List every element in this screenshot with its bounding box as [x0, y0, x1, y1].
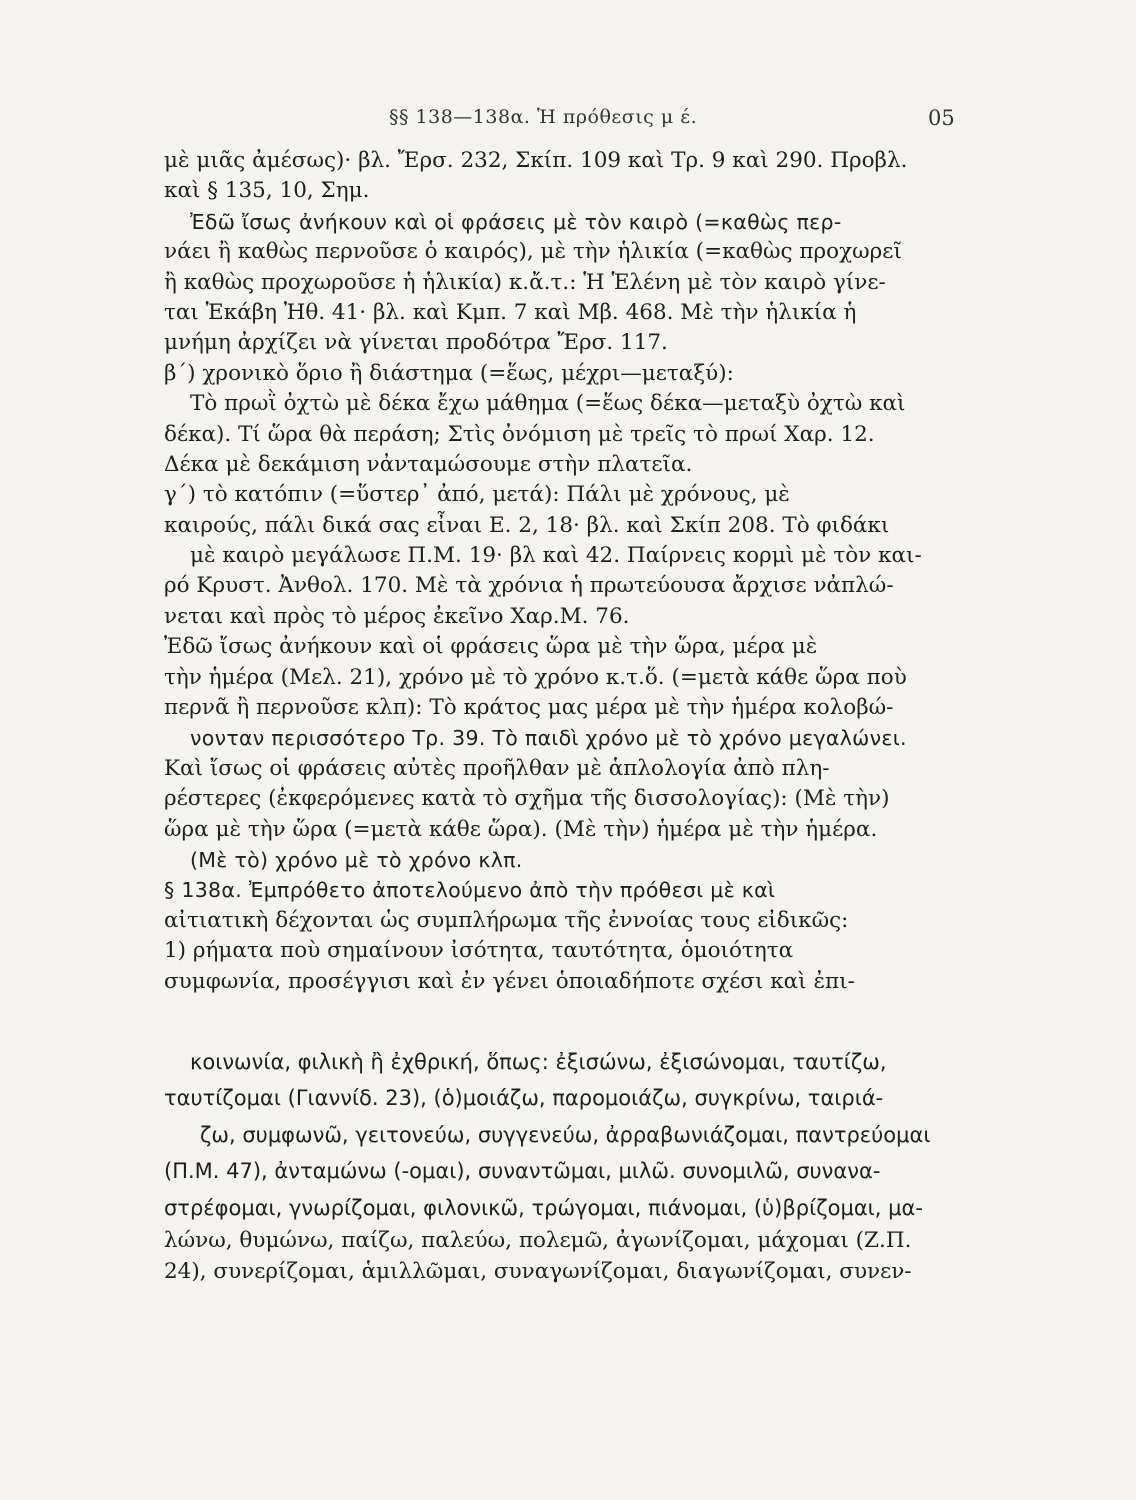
text-line: ἢ καθὼς προχωροῦσε ἡ ἡλικία) κ.ἄ.τ.: Ἡ Ἑλένη μὲ τὸν καιρὸ γίνε-	[164, 269, 886, 295]
text-line: Δέκα μὲ δεκάμιση νἀνταμώσουμε στὴν πλατεῖα.	[164, 451, 693, 477]
text-line: συμφωνία, προσέγγισι καὶ ἐν γένει ὁποιαδήποτε σχέσι καὶ ἐπι-	[164, 968, 855, 994]
text-line: β΄) χρονικὸ ὅριο ἢ διάστημα (=ἕως, μέχρι—μεταξύ):	[164, 360, 734, 386]
text-line: Καὶ ἴσως οἱ φράσεις αὐτὲς προῆλθαν μὲ ἁπλολογία ἀπὸ πλη-	[164, 755, 830, 781]
text-line	[164, 1318, 959, 1348]
running-header	[0, 106, 1136, 136]
text-line: μὲ μιᾶς ἀμέσως)· βλ. Ἔρσ. 232, Σκίπ. 109 καὶ Τρ. 9 καὶ 290. Προβλ.	[164, 148, 908, 173]
text-line: περνᾶ ἢ περνοῦσε κλπ): Τὸ κράτος μας μέρα μὲ τὴν ἡμέρα κολοβώ-	[164, 695, 894, 721]
text-line: (Π.Μ. 47), ἀνταμώνω (-ομαι), συναντῶμαι, μιλῶ. συνομιλῶ, συνανα-	[164, 1159, 881, 1184]
text-line: μὲ καιρὸ μεγάλωσε Π.Μ. 19· βλ καὶ 42. Παίρνεις κορμὶ μὲ τὸν και-	[190, 543, 922, 569]
section-heading-line: κοινωνία, φιλικὴ ἢ ἐχθρική, ὅπως: ἐξισώνω, ἐξισώνομαι, ταυτίζω,	[190, 1049, 887, 1074]
text-line: ταυτίζομαι (Γιαννίδ. 23), (ὁ)μοιάζω, παρομοιάζω, συγκρίνω, ταιριά-	[164, 1086, 884, 1111]
text-line: αἰτιατικὴ δέχονται ὡς συμπλήρωμα τῆς ἐννοίας τους εἰδικῶς:	[164, 907, 849, 933]
text-line	[164, 1409, 959, 1439]
text-line	[164, 1287, 959, 1317]
text-line: δέκα). Τί ὥρα θὰ περάση; Στὶς ὀνόμιση μὲ τρεῖς τὸ πρωί Χαρ. 12.	[164, 421, 875, 447]
text-line: 24), συνερίζομαι, ἁμιλλῶμαι, συναγωνίζομαι, διαγωνίζομαι, συνεν-	[164, 1258, 912, 1284]
text-line: ζω, συμφωνῶ, γειτονεύω, συγγενεύω, ἀρραβωνιάζομαι, παντρεύομαι	[200, 1122, 931, 1147]
text-line: μνήμη ἀρχίζει νὰ γίνεται προδότρα Ἔρσ. 117.	[164, 330, 668, 356]
text-line: Τὸ πρωῒ ὀχτὼ μὲ δέκα ἔχω μάθημα (=ἕως δέκα—μεταξὺ ὀχτὼ καὶ	[190, 391, 906, 417]
text-line: § 138α. Ἐμπρόθετο ἀποτελούμενο ἀπὸ τὴν πρόθεσι μὲ καὶ	[164, 878, 776, 903]
text-line: γ΄) τὸ κατόπιν (=ὕστερ᾿ ἀπό, μετά): Πάλι μὲ χρόνους, μὲ	[164, 482, 790, 508]
text-line: ρό Κρυστ. Ἀνθολ. 170. Μὲ τὰ χρόνια ἡ πρωτεύουσα ἄρχισε νἀπλώ-	[164, 573, 894, 599]
paragraph-gap	[164, 997, 959, 1044]
text-line: νάει ἢ καθὼς περνοῦσε ὁ καιρός), μὲ τὴν ἡλικία (=καθὼς προχωρεῖ	[164, 239, 902, 265]
running-title: §§ 138—138α. Ἡ πρόθεσις μ έ.	[389, 106, 698, 128]
text-line: καιρούς, πάλι δικά σας εἶναι Ε. 2, 18· βλ. καὶ Σκίπ 208. Τὸ φιδάκι	[164, 512, 890, 538]
text-line: νονταν περισσότερο Τρ. 39. Τὸ παιδὶ χρόνο μὲ τὸ χρόνο μεγαλώνει.	[190, 726, 907, 751]
text-line	[164, 1378, 959, 1408]
text-line	[164, 1439, 959, 1469]
text-line: νεται καὶ πρὸς τὸ μέρος ἐκεῖνο Χαρ.Μ. 76.	[164, 603, 630, 629]
text-line: στρέφομαι, γνωρίζομαι, φιλονικῶ, τρώγομαι, πιάνομαι, (ὑ)βρίζομαι, μα-	[164, 1195, 923, 1220]
text-line: ρέστερες (ἐκφερόμενες κατὰ τὸ σχῆμα τῆς δισσολογίας): (Μὲ τὴν)	[164, 786, 890, 812]
text-line: τὴν ἡμέρα (Μελ. 21), χρόνο μὲ τὸ χρόνο κ.τ.ὅ. (=μετὰ κάθε ὥρα ποὺ	[164, 664, 907, 690]
page-body	[164, 146, 959, 1470]
text-line: ὥρα μὲ τὴν ὥρα (=μετὰ κάθε ὥρα). (Μὲ τὴν) ἡμέρα μὲ τὴν ἡμέρα.	[164, 816, 878, 842]
text-line: (Μὲ τὸ) χρόνο μὲ τὸ χρόνο κλπ.	[190, 847, 523, 872]
text-line: ται Ἑκάβη Ἠθ. 41· βλ. καὶ Κμπ. 7 καὶ Μβ. 468. Μὲ τὴν ἡλικία ἡ	[164, 299, 857, 325]
text-line: λώνω, θυμώνω, παίζω, παλεύω, πολεμῶ, ἀγωνίζομαι, μάχομαι (Ζ.Π.	[164, 1228, 912, 1254]
text-line	[164, 1348, 959, 1378]
text-line: Ἐδῶ ἴσως ἀνήκουν καὶ οἱ φράσεις μὲ τὸν καιρὸ (=καθὼς περ-	[190, 209, 842, 234]
text-line: καὶ § 135, 10, Σημ.	[164, 178, 370, 204]
page-number: 05	[928, 106, 955, 130]
text-line: Ἐδῶ ἴσως ἀνήκουν καὶ οἱ φράσεις ὥρα μὲ τὴν ὥρα, μέρα μὲ	[164, 634, 818, 660]
text-line: 1) ρήματα ποὺ σημαίνουν ἰσότητα, ταυτότητα, ὁμοιότητα	[164, 938, 794, 964]
